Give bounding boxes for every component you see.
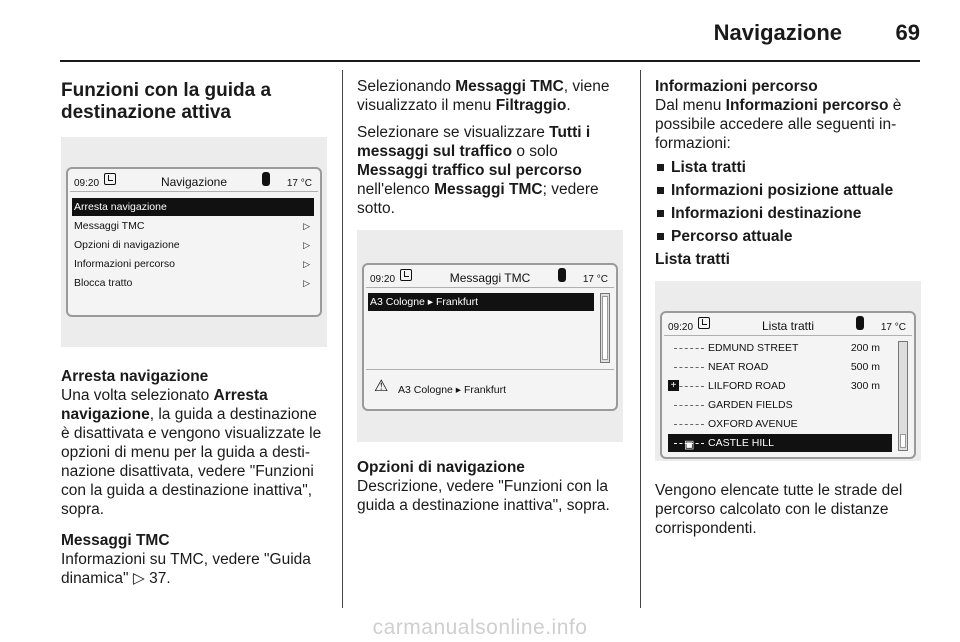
route-list-screen-image <box>655 281 921 461</box>
junction-icon: + <box>668 380 679 391</box>
page-number: 69 <box>895 20 920 45</box>
screen-time: 09:20 <box>370 274 396 285</box>
list-item: Lista tratti <box>655 156 921 179</box>
screen-title: Navigazione <box>160 175 228 189</box>
header-title: Navigazione <box>713 20 842 45</box>
menu-item-arresta: Arresta navigazione <box>72 198 314 216</box>
subheading-arresta: Arresta navigazione <box>61 368 209 385</box>
chevron-right-icon: ▷ <box>303 221 310 231</box>
column-1 <box>61 70 327 588</box>
thermometer-icon <box>262 172 270 186</box>
paragraph-opzioni: Descrizione, vedere "Funzioni con la guida a destinazione inattiva", sopra. <box>357 478 610 514</box>
subheading-opzioni: Opzioni di navigazione <box>357 459 525 476</box>
menu-item-informazioni: Informazioni percorso ▷ <box>72 255 314 273</box>
column-divider <box>342 70 343 608</box>
navigation-screen-image <box>61 137 327 347</box>
page-ref-arrow-icon: ▷ <box>132 570 145 587</box>
column-2 <box>357 70 625 515</box>
warning-triangle-icon: ⚠ <box>374 378 389 395</box>
screen-time: 09:20 <box>668 322 694 333</box>
subheading-informazioni: Informazioni percorso <box>655 78 818 95</box>
street-row: OXFORD AVENUE <box>668 415 892 433</box>
subheading-lista: Lista tratti <box>655 251 730 268</box>
paragraph-closing: Vengono elencate tutte le strade del percorso calcolato con le distanze corrispondenti. <box>655 482 903 537</box>
tmc-list-item: A3 Cologne ▸ Frankfurt <box>368 293 594 311</box>
screen-temperature: 17 °C <box>880 322 906 333</box>
paragraph-selezionare: Selezionare se visualizzare Tutti i messaggi sul traffico o solo Messaggi traffico sul percorso nell'elenco Messaggi TMC; vedere sotto. <box>357 124 599 217</box>
paragraph-arresta: Una volta selezionato Arresta navigazione, la guida a destinazione è disattivata e vengono visualizzate le opzioni di menu per la guida a desti-nazione disattivata, vedere "Funzioni con la guida a destinazione inattiva", sopra. <box>61 387 322 518</box>
tmc-detail-text: A3 Cologne ▸ Frankfurt <box>398 384 506 396</box>
bullet-list <box>655 156 921 248</box>
chevron-right-icon: ▷ <box>303 278 310 288</box>
street-row: NEAT ROAD 500 m <box>668 358 892 376</box>
street-row: + LILFORD ROAD 300 m <box>668 377 892 395</box>
screen-temperature: 17 °C <box>286 178 312 189</box>
list-item: Percorso attuale <box>655 225 921 248</box>
list-item: Informazioni posizione attuale <box>655 179 921 202</box>
screen-time: 09:20 <box>74 178 100 189</box>
menu-item-opzioni: Opzioni di navigazione ▷ <box>72 236 314 254</box>
paragraph-selezionando: Selezionando Messaggi TMC, viene visualizzato il menu Filtraggio. <box>357 78 610 114</box>
page-header <box>0 14 960 64</box>
scrollbar <box>898 341 908 451</box>
screen-temperature: 17 °C <box>582 274 608 285</box>
section-title: Funzioni con la guida a destinazione attiva <box>61 80 272 123</box>
watermark: carmanualsonline.info <box>372 616 588 639</box>
street-row-selected: ▣ CASTLE HILL <box>668 434 892 452</box>
column-divider <box>640 70 641 608</box>
chevron-right-icon: ▷ <box>303 240 310 250</box>
thermometer-icon <box>856 316 864 330</box>
thermometer-icon <box>558 268 566 282</box>
screen-title: Lista tratti <box>761 319 815 333</box>
tmc-screen-image <box>357 230 623 442</box>
menu-item-messaggi: Messaggi TMC ▷ <box>72 217 314 235</box>
paragraph-informazioni: Dal menu Informazioni percorso è possibile accedere alle seguenti in-formazioni: <box>655 97 902 152</box>
chevron-right-icon: ▷ <box>303 259 310 269</box>
subheading-tmc: Messaggi TMC <box>61 532 170 549</box>
header-rule <box>60 60 920 62</box>
paragraph-tmc: Informazioni su TMC, vedere "Guida dinamica" ▷ 37. <box>61 551 311 587</box>
street-row: GARDEN FIELDS <box>668 396 892 414</box>
screen-title: Messaggi TMC <box>449 271 531 285</box>
street-row: EDMUND STREET 200 m <box>668 339 892 357</box>
column-3 <box>655 70 921 538</box>
scrollbar <box>600 293 610 363</box>
destination-icon: ▣ <box>684 439 695 451</box>
list-item: Informazioni destinazione <box>655 202 921 225</box>
menu-item-blocca: Blocca tratto ▷ <box>72 274 314 292</box>
